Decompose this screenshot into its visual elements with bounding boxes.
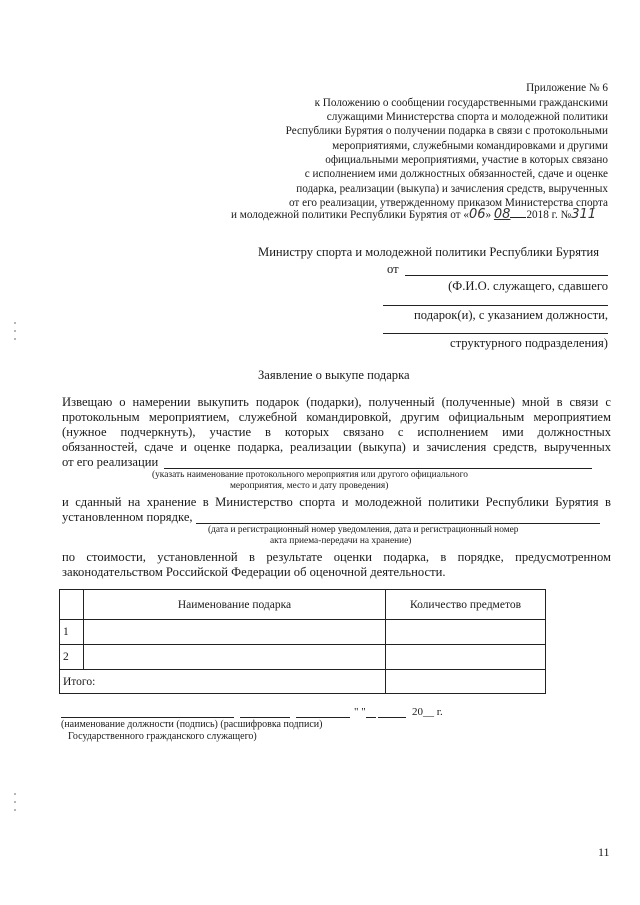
scan-speck [14, 322, 16, 324]
addressee-from-label: от [387, 262, 399, 276]
order-year: 2018 г. № [526, 209, 572, 221]
header-gift-name: Наименование подарка [84, 590, 386, 620]
addressee-to: Министру спорта и молодежной политики Республики Бурятия [258, 245, 600, 259]
appendix-line: к Положению о сообщении государственными гражданскими [314, 97, 608, 109]
statement-text-line: по стоимости, установленной в результате оценки подарка, в порядке, предусмотренном [62, 550, 611, 564]
appendix-line: официальными мероприятиями, участие в которых связано [325, 154, 608, 166]
gift-qty-cell[interactable] [386, 645, 546, 670]
order-month: 08 [493, 207, 511, 222]
scan-speck [14, 801, 16, 803]
event-description-field[interactable] [164, 468, 592, 469]
signature-month-field[interactable] [378, 717, 406, 718]
signature-date-day: " " [354, 706, 366, 718]
registration-number-field[interactable] [196, 523, 600, 524]
gift-name-cell[interactable] [84, 620, 386, 645]
table-header-row [60, 590, 546, 620]
appendix-line: служащими Министерства спорта и молодежной политики [326, 111, 608, 123]
signature-day-field[interactable] [366, 717, 376, 718]
order-number: 311 [571, 207, 597, 222]
addressee-hint-3: структурного подразделения) [450, 336, 608, 350]
statement-text-line: Извещаю о намерении выкупить подарок (подарки), полученный (полученные) мной в связи с [62, 395, 611, 409]
sender-position-field[interactable] [383, 305, 608, 306]
hint-reg-2: акта приема-передачи на хранение) [270, 536, 412, 546]
header-quantity: Количество предметов [386, 590, 546, 620]
signature-caption-2: Государственного гражданского служащего) [68, 731, 257, 742]
signature-caption-1: (наименование должности (подпись) (расшифровка подписи) [61, 719, 323, 730]
hint-event-2: мероприятия, место и дату проведения) [230, 481, 389, 491]
scan-speck [14, 809, 16, 811]
position-field[interactable] [61, 717, 234, 718]
header-num [60, 590, 84, 620]
sender-department-field[interactable] [383, 333, 608, 334]
appendix-line: Республики Бурятия о получении подарка в связи с протокольными [285, 125, 608, 137]
statement-text-line: от его реализации [62, 455, 159, 469]
table-total-row [60, 670, 546, 694]
statement-text-line: обязанностей, сдаче и оценке подарка, реализации (выкупа) и зачисления средств, вырученных [62, 440, 611, 454]
hint-reg-1: (дата и регистрационный номер уведомления, дата и регистрационный номер [208, 525, 519, 535]
table-row [60, 645, 546, 670]
order-day: 06 [468, 207, 486, 222]
appendix-title: Приложение № 6 [526, 82, 608, 94]
page-number: 11 [598, 845, 610, 859]
order-prefix: и молодежной политики Республики Бурятия от « [231, 209, 469, 221]
statement-title: Заявление о выкупе подарка [258, 368, 410, 382]
signature-field[interactable] [240, 717, 290, 718]
signature-year: 20__ г. [412, 706, 443, 718]
table-row [60, 620, 546, 645]
row-num: 2 [60, 645, 84, 670]
gift-name-cell[interactable] [84, 645, 386, 670]
gift-qty-cell[interactable] [386, 620, 546, 645]
appendix-line: от его реализации, утвержденному приказом Министерства спорта [288, 197, 608, 209]
statement-text-line: установленном порядке, [62, 510, 193, 524]
sender-name-field[interactable] [405, 275, 608, 276]
total-qty-cell[interactable] [386, 670, 546, 694]
appendix-line: с исполнением ими должностных обязанностей, сдаче и оценке [304, 168, 608, 180]
scan-speck [14, 338, 16, 340]
statement-text-line: и сданный на хранение в Министерство спорта и молодежной политики Республики Бурятия в [62, 495, 611, 509]
gifts-table [59, 589, 546, 694]
addressee-hint-1: (Ф.И.О. служащего, сдавшего [448, 279, 608, 293]
row-num: 1 [60, 620, 84, 645]
appendix-line: мероприятиями, служебными командировками и другими [332, 140, 608, 152]
scan-speck [14, 330, 16, 332]
order-date-line: и молодежной политики Республики Бурятия от «06» 08 2018 г. №311 [231, 207, 597, 222]
statement-text-line: законодательством Российской Федерации об оценочной деятельности. [62, 565, 446, 579]
signature-decode-field[interactable] [296, 717, 350, 718]
appendix-line: подарка, реализации (выкупа) и зачисления средств, вырученных [296, 183, 608, 195]
statement-text-line: протокольным мероприятием, служебной командировкой, другим официальным мероприятием [62, 410, 611, 424]
addressee-hint-2: подарок(и), с указанием должности, [414, 308, 608, 322]
statement-text-line: (нужное подчеркнуть), участие в которых связано с исполнением ими должностных [62, 425, 611, 439]
scan-speck [14, 793, 16, 795]
hint-event-1: (указать наименование протокольного мероприятия или другого официального [152, 470, 468, 480]
total-label: Итого: [60, 670, 386, 694]
